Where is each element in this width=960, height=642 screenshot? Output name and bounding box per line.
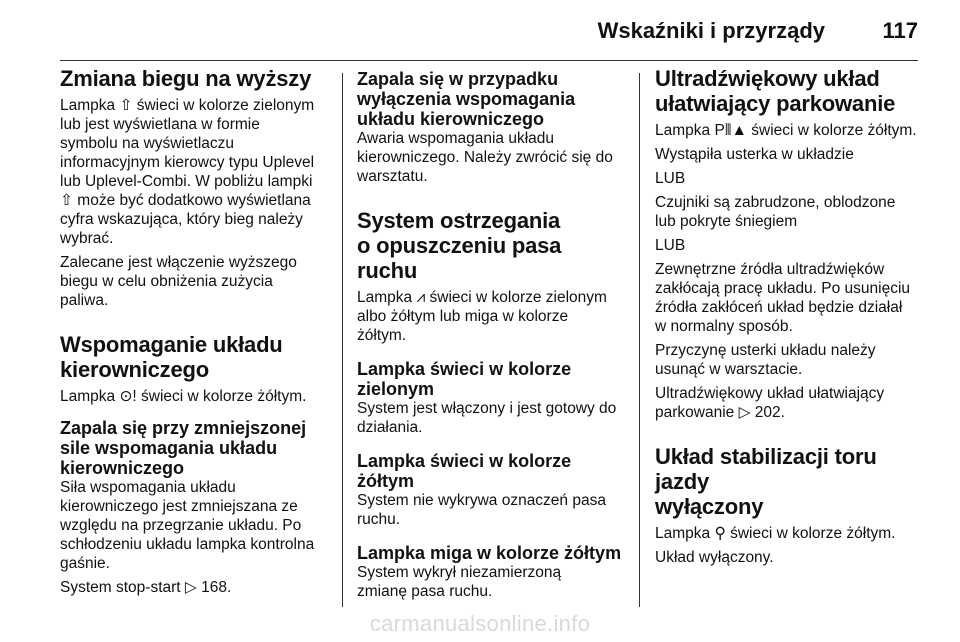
- header-title: Wskaźniki i przyrządy: [597, 18, 825, 43]
- heading-stability-off: Układ stabilizacji toru jazdy wyłączony: [655, 444, 877, 519]
- blink-paragraph: System wykrył niezamierzoną zmianę pasa ruchu.: [357, 564, 562, 600]
- parking-paragraph-3: Czujniki są zabrudzone, oblodzone lub pokryte śniegiem: [655, 194, 896, 230]
- column-3: [655, 66, 923, 567]
- column-2: [357, 66, 627, 601]
- stability-paragraph-1: Lampka ⚲ świeci w kolorze żółtym.: [655, 525, 896, 542]
- heading-power-steering: Wspomaganie układu kierowniczego: [60, 332, 283, 382]
- heading-parking-assist: Ultradźwiękowy układ ułatwiający parkowanie: [655, 66, 896, 116]
- column-divider-2: [639, 73, 640, 607]
- upshift-paragraph-2: Zalecane jest włączenie wyższego biegu w celu obniżenia zużycia paliwa.: [60, 254, 297, 309]
- upshift-paragraph-1: Lampka ⇧ świeci w kolorze zielonym lub jest wyświetlana w formie symbolu na wyświetlaczu informacyjnym kierowcy typu Uplevel lub Uplevel-Combi. W pobliżu lampki ⇧ może być dodatkowo wyświetlana cyfra wskazująca, który bieg należy wybrać.: [60, 97, 315, 247]
- green-paragraph: System jest włączony i jest gotowy do działania.: [357, 400, 617, 436]
- steering-off-paragraph: Awaria wspomagania układu kierowniczego. Należy zwrócić się do warsztatu.: [357, 130, 613, 185]
- stop-start-reference: System stop-start ▷ 168.: [60, 579, 232, 596]
- lane-paragraph: Lampka ⩘ świeci w kolorze zielonym albo żółtym lub miga w kolorze żółtym.: [357, 289, 607, 344]
- heading-lane-departure: System ostrzegania o opuszczeniu pasa ruchu: [357, 208, 562, 283]
- heading-yellow: Lampka świeci w kolorze żółtym: [357, 451, 572, 491]
- stability-paragraph-2: Układ wyłączony.: [655, 549, 774, 566]
- reduced-assist-paragraph: Siła wspomagania układu kierowniczego jest zmniejszana ze względu na przegrzanie układu. Po schłodzeniu układu lampka kontrolna gaśnie.: [60, 479, 315, 572]
- page-header: [0, 0, 960, 60]
- column-1: [60, 66, 332, 597]
- heading-steering-off: Zapala się w przypadku wyłączenia wspomagania układu kierowniczego: [357, 69, 576, 129]
- parking-paragraph-6: Ultradźwiękowy układ ułatwiający parkowanie ▷ 202.: [655, 385, 885, 421]
- steering-paragraph: Lampka ⊙! świeci w kolorze żółtym.: [60, 388, 307, 405]
- column-divider-1: [342, 73, 343, 607]
- parking-paragraph-2: Wystąpiła usterka w układzie: [655, 146, 854, 163]
- yellow-paragraph: System nie wykrywa oznaczeń pasa ruchu.: [357, 492, 606, 528]
- heading-green: Lampka świeci w kolorze zielonym: [357, 359, 572, 399]
- page-number: 117: [882, 18, 918, 43]
- heading-reduced-assist: Zapala się przy zmniejszonej sile wspomagania układu kierowniczego: [60, 418, 307, 478]
- header-rule: [60, 60, 918, 61]
- watermark: carmanualsonline.info: [369, 611, 591, 636]
- parking-paragraph-4: Zewnętrzne źródła ultradźwięków zakłócają pracę układu. Po usunięciu źródła zakłóceń układ będzie działał w normalny sposób.: [655, 261, 911, 335]
- or-label-2: LUB: [655, 237, 686, 254]
- heading-upshift: Zmiana biegu na wyższy: [60, 66, 312, 91]
- or-label-1: LUB: [655, 170, 686, 187]
- heading-blink: Lampka miga w kolorze żółtym: [357, 543, 622, 563]
- parking-paragraph-5: Przyczynę usterki układu należy usunąć w warsztacie.: [655, 342, 876, 378]
- parking-paragraph-1: Lampka P⦀▲ świeci w kolorze żółtym.: [655, 122, 917, 139]
